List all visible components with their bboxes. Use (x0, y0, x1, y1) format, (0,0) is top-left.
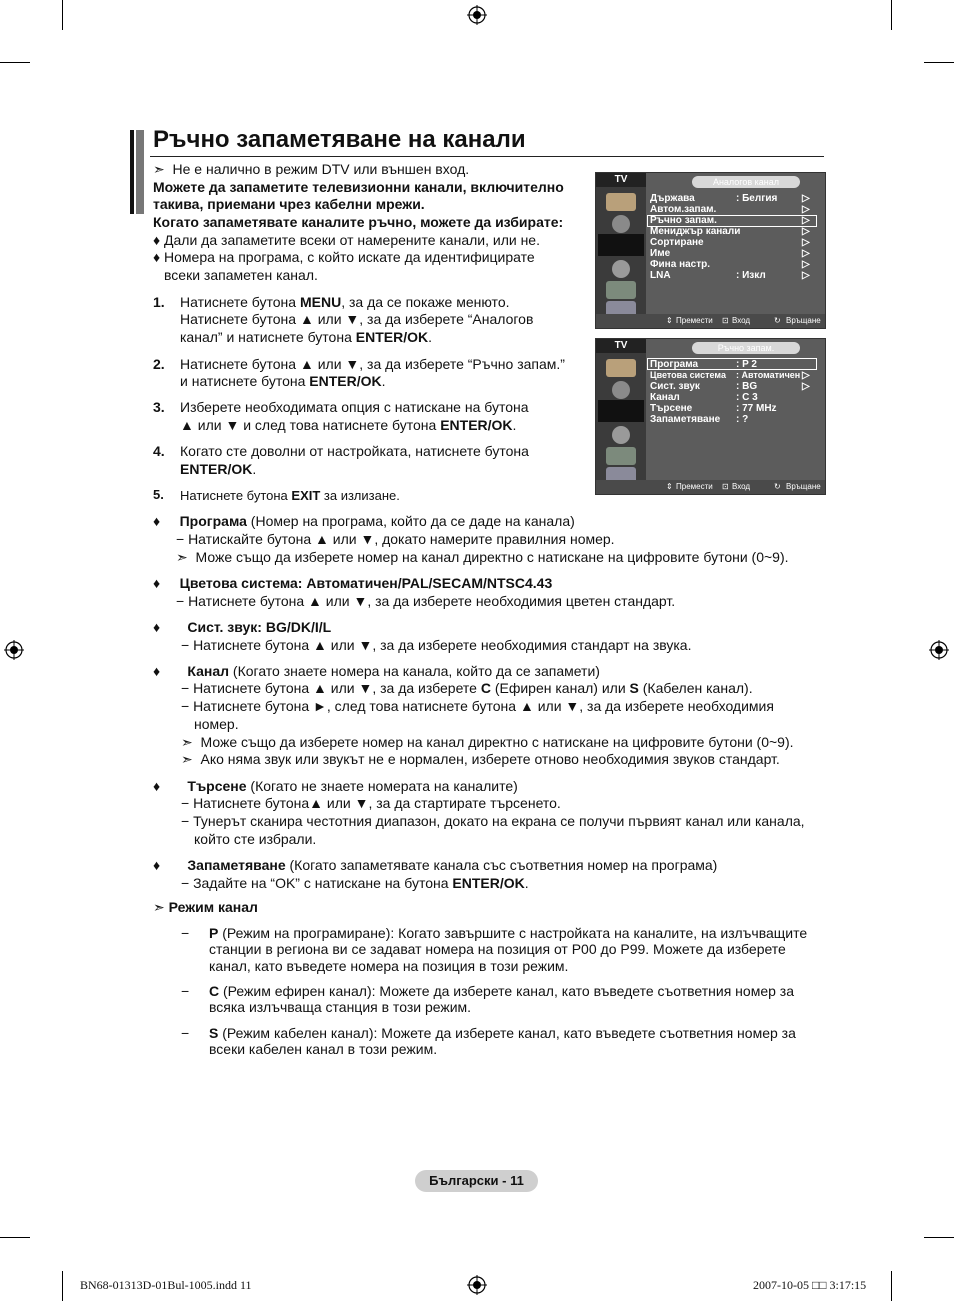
step-3: ▲ или ▼ и след това натиснете бутона ENTER/OK. (180, 417, 517, 433)
mode-c: всяка излъчваща станция в този режим. (209, 999, 472, 1015)
note-arrow-icon: ➣ (176, 549, 188, 565)
bullet-icon: ♦ (153, 663, 161, 679)
step-1: Натиснете бутона MENU, за да се покаже менюто. (180, 294, 510, 310)
title-accent-bar (130, 130, 144, 214)
registration-mark-icon (929, 640, 949, 660)
note-arrow-icon: ➣ (153, 899, 165, 915)
menu-item-country[interactable]: Държава : Белгия ▷ (650, 193, 810, 204)
menu-item-color-system[interactable]: Цветова система : Автоматичен ▷ (650, 370, 810, 381)
section-color: ♦ Цветова система: Автоматичен/PAL/SECAM/NTSC4.43 (153, 575, 553, 591)
step-4: ENTER/OK. (180, 461, 257, 477)
mode-c: C (Режим ефирен канал): Можете да изберете канал, като въведете съответния номер за (209, 983, 794, 999)
step-5: Натиснете бутона EXIT за излизане. (180, 488, 400, 503)
arrow-right-icon: ▷ (802, 370, 810, 381)
step-number: 1. (153, 294, 165, 310)
step-1: канал” и натиснете бутона ENTER/OK. (180, 329, 432, 345)
section-channel-note: ➣ Може също да изберете номер на канал директно с натискане на цифровите бутони (0~9). (181, 734, 794, 750)
intro-line: такива, приемани чрез кабелни мрежи. (153, 196, 425, 212)
crop-mark (0, 62, 30, 63)
step-1: Натиснете бутона ▲ или ▼, за да изберете “Аналогов (180, 311, 534, 327)
menu-footer: ⇕ Премести ⊡ Вход ↻ Връщане (596, 480, 825, 494)
arrow-right-icon: ▷ (802, 270, 810, 281)
section-channel: ♦ Канал (Когато знаете номера на канала, който да се запамети) (153, 663, 600, 679)
note-arrow-icon: ➣ (153, 161, 165, 177)
mode-dash: − (181, 925, 190, 941)
picture-icon (606, 193, 636, 211)
intro-bullet-cont: всеки запаметен канал. (164, 267, 318, 283)
crop-mark (891, 0, 892, 30)
menu-item-auto-store[interactable]: Автом.запам. ▷ (650, 204, 810, 215)
crop-mark (62, 0, 63, 30)
section-sound: ♦ Сист. звук: BG/DK/I/L (153, 619, 332, 635)
section-channel-note: ➣ Ако няма звук или звукът не е нормален, изберете отново необходимия звуков стандарт. (181, 751, 780, 767)
return-icon: ↻ (774, 482, 781, 491)
arrow-right-icon: ▷ (802, 248, 810, 259)
menu-item-fine-tune[interactable]: Фина настр. ▷ (650, 259, 810, 270)
tv-label: TV (596, 339, 646, 353)
step-4: Когато сте доволни от настройката, натиснете бутона (180, 443, 529, 459)
section-search-line: − Натиснете бутона▲ или ▼, за да стартирате търсенето. (181, 795, 561, 811)
section-mode: ➣ Режим канал (153, 899, 258, 915)
move-icon: ⇕ (666, 316, 673, 325)
section-search-line: който сте избрали. (194, 831, 317, 847)
section-sound-line: − Натиснете бутона ▲ или ▼, за да изберете необходимия стандарт на звука. (181, 637, 692, 653)
intro-note: ➣ Не е налично в режим DTV или външен вход. (153, 161, 470, 177)
arrow-right-icon: ▷ (802, 259, 810, 270)
arrow-right-icon: ▷ (802, 237, 810, 248)
menu-item-lna[interactable]: LNA : Изкл ▷ (650, 270, 810, 281)
mode-dash: − (181, 983, 190, 999)
picture-icon (606, 359, 636, 377)
arrow-right-icon: ▷ (802, 204, 810, 215)
bullet-icon: ♦ (153, 513, 161, 529)
step-3: Изберете необходимата опция с натискане на бутона (180, 399, 529, 415)
setup-icon (612, 260, 630, 278)
channel-icon (598, 234, 644, 256)
page-number-badge: Български - 11 (415, 1170, 538, 1192)
menu-item-search[interactable]: Търсене : 77 MHz (650, 403, 777, 414)
step-2: и натиснете бутона ENTER/OK. (180, 373, 386, 389)
tv-menu-manual-store (595, 338, 826, 495)
bullet-icon: ♦ (153, 857, 161, 873)
enter-icon: ⊡ (722, 482, 729, 491)
bullet-icon: ♦ (153, 575, 161, 591)
menu-item-manual-store[interactable]: Ръчно запам. ▷ (650, 215, 810, 226)
section-program: ♦ Програма (Номер на програма, който да се даде на канала) (153, 513, 575, 529)
menu-item-channel-manager[interactable]: Мениджър канали ▷ (650, 226, 810, 237)
registration-mark-icon (467, 1275, 487, 1295)
intro-bullet: ♦ Номера на програма, с който искате да идентифицирате (153, 249, 535, 265)
note-arrow-icon: ➣ (181, 734, 193, 750)
menu-item-channel[interactable]: Канал : C 3 (650, 392, 758, 403)
arrow-right-icon: ▷ (802, 215, 810, 226)
step-number: 5. (153, 487, 164, 502)
return-icon: ↻ (774, 316, 781, 325)
page-title: Ръчно запаметяване на канали (153, 126, 526, 153)
registration-mark-icon (467, 5, 487, 25)
move-icon: ⇕ (666, 482, 673, 491)
section-channel-line: − Натиснете бутона ▲ или ▼, за да изберете C (Ефирен канал) или S (Кабелен канал). (181, 680, 753, 696)
crop-mark (924, 62, 954, 63)
step-number: 3. (153, 399, 165, 415)
mode-dash: − (181, 1025, 190, 1041)
registration-mark-icon (4, 640, 24, 660)
intro-bullet: ♦ Дали да запаметите всеки от намерените канали, или не. (153, 232, 540, 248)
menu-header: Ръчно запам. (692, 342, 800, 354)
input-icon (606, 281, 636, 299)
arrow-right-icon: ▷ (802, 193, 810, 204)
menu-footer: ⇕ Премести ⊡ Вход ↻ Връщане (596, 314, 825, 328)
step-number: 4. (153, 443, 165, 459)
channel-icon (598, 400, 644, 422)
menu-item-sort[interactable]: Сортиране ▷ (650, 237, 810, 248)
footer-date: 2007-10-05 □□ 3:17:15 (753, 1278, 867, 1292)
menu-item-store[interactable]: Запаметяване : ? (650, 414, 749, 425)
section-channel-line: − Натиснете бутона ►, след това натиснете бутона ▲ или ▼, за да изберете необходимия (181, 698, 774, 714)
tv-menu-analog-channel (595, 172, 826, 329)
mode-s: всеки кабелен канал в този режим. (209, 1041, 438, 1057)
crop-mark (62, 1271, 63, 1301)
step-2: Натиснете бутона ▲ или ▼, за да изберете “Ръчно запам.” (180, 356, 565, 372)
intro-line: Можете да запаметите телевизионни канали, включително (153, 179, 564, 195)
section-program-note: ➣ Може също да изберете номер на канал директно с натискане на цифровите бутони (0~9). (176, 549, 789, 565)
menu-item-program[interactable]: Програма : P 2 (650, 359, 757, 370)
mode-s: S (Режим кабелен канал): Можете да изберете канал, като въведете съответния номер за (209, 1025, 796, 1041)
crop-mark (924, 1237, 954, 1238)
enter-icon: ⊡ (722, 316, 729, 325)
crop-mark (0, 1237, 30, 1238)
step-number: 2. (153, 356, 165, 372)
note-arrow-icon: ➣ (181, 751, 193, 767)
input-icon (606, 447, 636, 465)
setup-icon (612, 426, 630, 444)
section-store-line: − Задайте на “OK” с натискане на бутона ENTER/OK. (181, 875, 529, 891)
sound-icon (612, 381, 630, 399)
tv-label: TV (596, 173, 646, 187)
title-divider (150, 156, 824, 157)
menu-item-name[interactable]: Име ▷ (650, 248, 810, 259)
section-channel-line: номер. (194, 716, 239, 732)
section-program-line: − Натискайте бутона ▲ или ▼, докато намерите правилния номер. (176, 531, 615, 547)
sound-icon (612, 215, 630, 233)
mode-p: P (Режим на програмиране): Когато завършите с настройката на каналите, на излъчващите (209, 925, 808, 941)
menu-header: Аналогов канал (692, 176, 800, 188)
section-color-line: − Натиснете бутона ▲ или ▼, за да изберете необходимия цветен стандарт. (176, 593, 676, 609)
bullet-icon: ♦ (153, 619, 161, 635)
crop-mark (891, 1271, 892, 1301)
bullet-icon: ♦ (153, 778, 161, 794)
arrow-right-icon: ▷ (802, 381, 810, 392)
section-search-line: − Тунерът сканира честотния диапазон, докато на екрана се получи първият канал или канала, (181, 813, 805, 829)
mode-p: канал, като въведете номера на позиция в този режим. (209, 958, 569, 974)
menu-item-sound-system[interactable]: Сист. звук : BG ▷ (650, 381, 810, 392)
arrow-right-icon: ▷ (802, 226, 810, 237)
intro-line: Когато запаметявате каналите ръчно, можете да избирате: (153, 214, 564, 230)
section-store: ♦ Запаметяване (Когато запаметявате канала със съответния номер на програма) (153, 857, 718, 873)
mode-p: станции в региона ви се задават номера на позиция от P00 до P99. Можете да изберете (209, 941, 786, 957)
section-search: ♦ Търсене (Когато не знаете номерата на каналите) (153, 778, 518, 794)
footer-file: BN68-01313D-01Bul-1005.indd 11 (80, 1278, 252, 1292)
